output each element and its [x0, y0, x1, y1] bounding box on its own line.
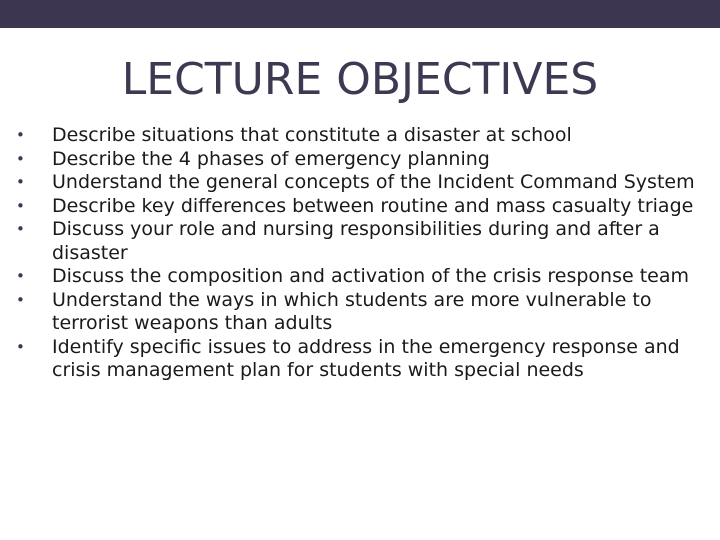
objective-text: Discuss your role and nursing responsibilities during and after a disaster — [52, 218, 660, 264]
bullet-icon: • — [16, 290, 25, 309]
top-accent-bar — [0, 0, 720, 28]
bullet-icon: • — [16, 220, 25, 238]
objective-item — [16, 148, 706, 172]
objective-item — [16, 218, 706, 265]
slide-title: LECTURE OBJECTIVES — [121, 54, 599, 105]
objective-item — [16, 289, 706, 336]
objective-item — [16, 124, 706, 148]
objective-item — [16, 336, 706, 383]
objectives-list — [16, 124, 706, 383]
objective-text: Understand the ways in which students are more vulnerable to terrorist weapons than adults — [52, 288, 652, 334]
objective-text: Identify specific issues to address in the emergency response and crisis management plan for students with special needs — [52, 335, 680, 381]
objective-text: Describe situations that constitute a disaster at school — [52, 124, 572, 146]
bullet-icon: • — [16, 173, 25, 191]
bullet-icon: • — [16, 267, 25, 285]
bullet-icon: • — [16, 337, 25, 356]
objective-text: Describe the 4 phases of emergency planning — [52, 147, 490, 170]
objective-text: Discuss the composition and activation of the crisis response team — [52, 265, 690, 287]
bullet-icon: • — [16, 126, 25, 144]
objective-item — [16, 265, 706, 289]
objective-item — [16, 195, 706, 219]
objective-item — [16, 171, 706, 195]
bullet-icon: • — [16, 196, 25, 215]
objective-text: Understand the general concepts of the Incident Command System — [52, 171, 695, 193]
objective-text: Describe key differences between routine and mass casualty triage — [52, 194, 694, 217]
bullet-icon: • — [16, 149, 25, 168]
